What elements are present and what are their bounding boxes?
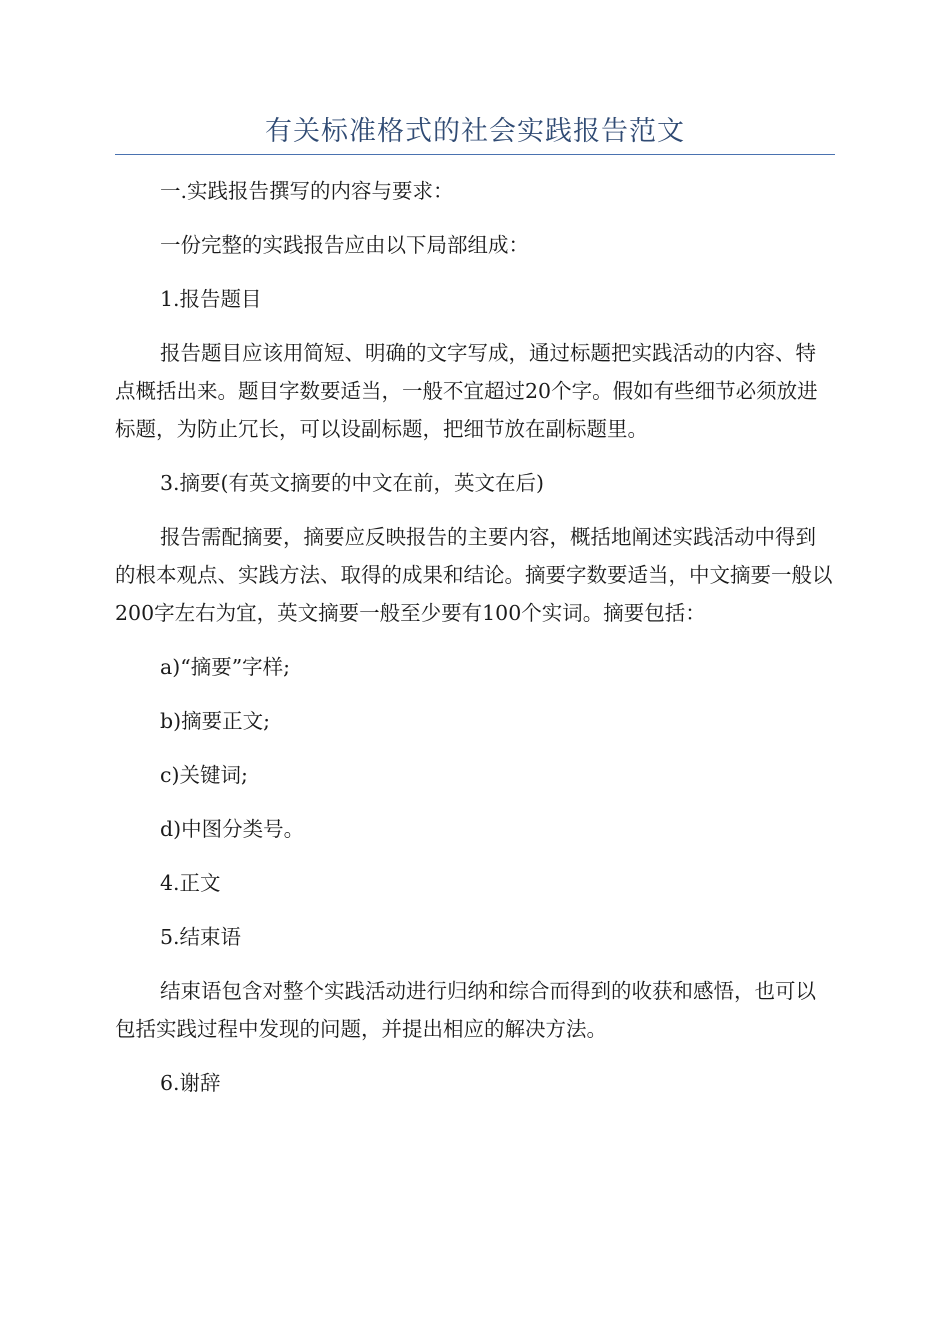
paragraph-section-heading: 一.实践报告撰写的内容与要求： (160, 179, 454, 203)
document-body (115, 172, 835, 1118)
paragraph-heading-abstract: 3.摘要(有英文摘要的中文在前，英文在后) (160, 471, 545, 495)
list-item-c: c)关键词; (160, 763, 248, 787)
paragraph-conclusion-description: 结束语包含对整个实践活动进行归纳和综合而得到的收获和感悟，也可以包括实践过程中发现的问题，并提出相应的解决方法。 (115, 979, 816, 1041)
paragraph-intro: 一份完整的实践报告应由以下局部组成： (160, 233, 529, 257)
title-underline (115, 154, 835, 155)
paragraph-heading-title: 1.报告题目 (160, 287, 262, 311)
list-item-a: a)“摘要”字样; (160, 655, 291, 679)
list-item-d: d)中图分类号。 (160, 817, 305, 841)
list-item-b: b)摘要正文; (160, 709, 271, 733)
paragraph-heading-body: 4.正文 (160, 871, 221, 895)
paragraph-title-description: 报告题目应该用简短、明确的文字写成，通过标题把实践活动的内容、特点概括出来。题目字数要适当，一般不宜超过20个字。假如有些细节必须放进标题，为防止冗长，可以设副标题，把细节放在副标题里。 (115, 341, 818, 441)
paragraph-heading-acknowledgements: 6.谢辞 (160, 1071, 221, 1095)
document-title: 有关标准格式的社会实践报告范文 (265, 116, 685, 147)
paragraph-heading-conclusion: 5.结束语 (160, 925, 242, 949)
paragraph-abstract-description: 报告需配摘要，摘要应反映报告的主要内容，概括地阐述实践活动中得到的根本观点、实践方法、取得的成果和结论。摘要字数要适当，中文摘要一般以200字左右为宜，英文摘要一般至少要有100个实词。摘要包括： (115, 525, 833, 625)
